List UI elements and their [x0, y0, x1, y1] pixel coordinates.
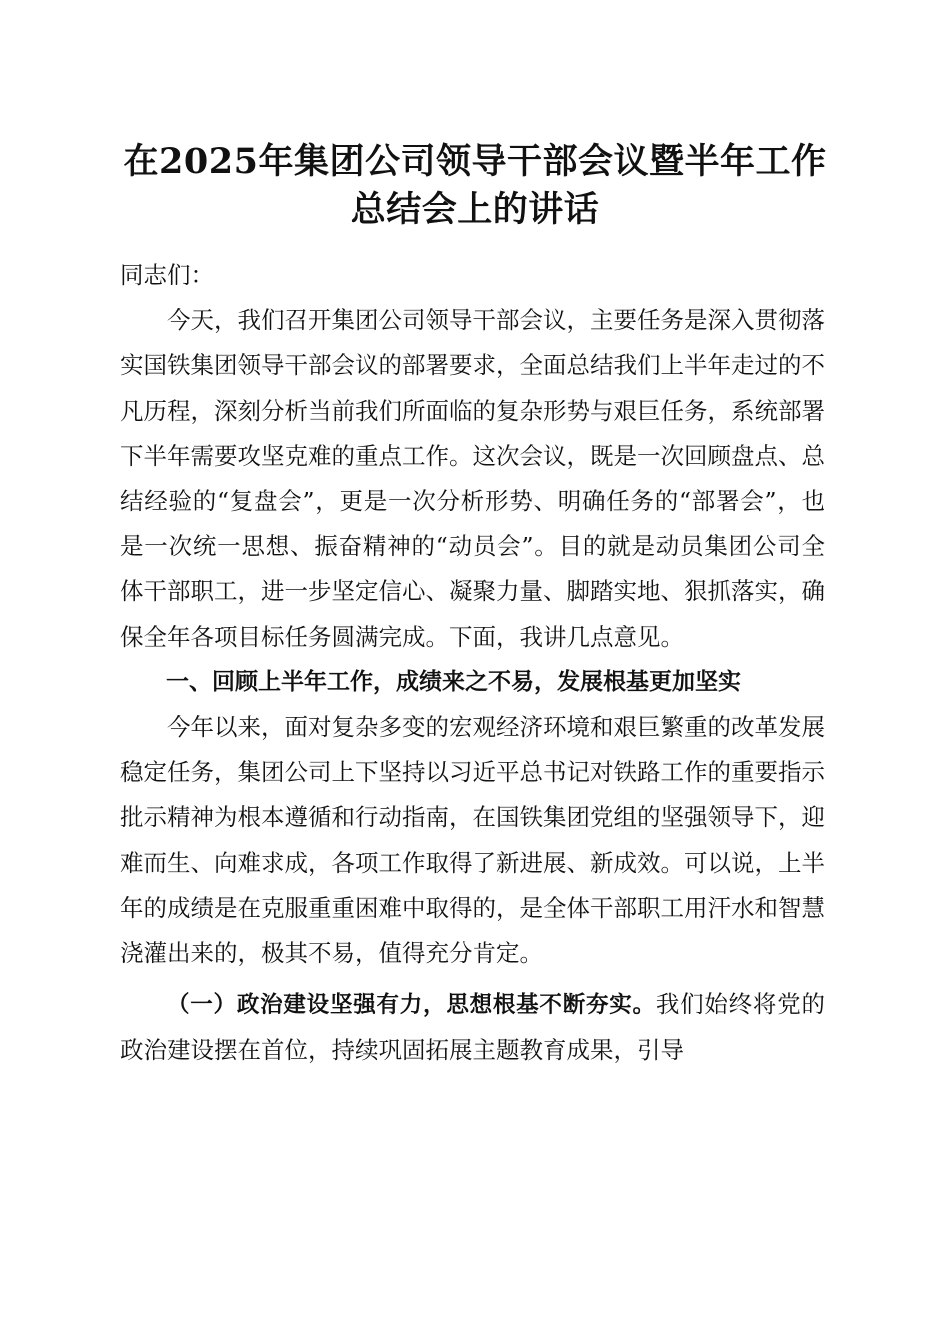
section-1-paragraph: 今年以来，面对复杂多变的宏观经济环境和艰巨繁重的改革发展稳定任务，集团公司上下坚持以习近平总书记对铁路工作的重要指示批示精神为根本遵循和行动指南，在国铁集团党组的坚强领导下，迎难而生、向难求成，各项工作取得了新进展、新成效。可以说，上半年的成绩是在克服重重困难中取得的，是全体干部职工用汗水和智慧浇灌出来的，极其不易，值得充分肯定。 — [120, 713, 825, 968]
intro-paragraph: 今天，我们召开集团公司领导干部会议，主要任务是深入贯彻落实国铁集团领导干部会议的部署要求，全面总结我们上半年走过的不凡历程，深刻分析当前我们所面临的复杂形势与艰巨任务，系统部署下半年需要攻坚克难的重点工作。这次会议，既是一次回顾盘点、总结经验的“复盘会”，更是一次分析形势、明确任务的“部署会”，也是一次统一思想、振奋精神的“动员会”。目的就是动员集团公司全体干部职工，进一步坚定信心、凝聚力量、脚踏实地、狠抓落实，确保全年各项目标任务圆满完成。下面，我讲几点意见。 — [120, 306, 825, 651]
subsection-1-label: （一）政治建设坚强有力，思想根基不断夯实。 — [167, 992, 656, 1019]
document-body — [120, 253, 825, 1074]
section-heading-1: 一、回顾上半年工作，成绩来之不易，发展根基更加坚实 — [166, 668, 741, 695]
subsection-1-paragraph — [120, 982, 825, 1073]
document-title — [100, 138, 850, 234]
salutation: 同志们： — [120, 261, 214, 289]
subsection-1-text: 我们始终将党的政治建设摆在首位，持续巩固拓展主题教育成果，引导 — [120, 990, 825, 1065]
title-line-2: 总结会上的讲话 — [350, 189, 600, 230]
title-line-1: 在2025年集团公司领导干部会议暨半年工作 — [123, 141, 827, 182]
